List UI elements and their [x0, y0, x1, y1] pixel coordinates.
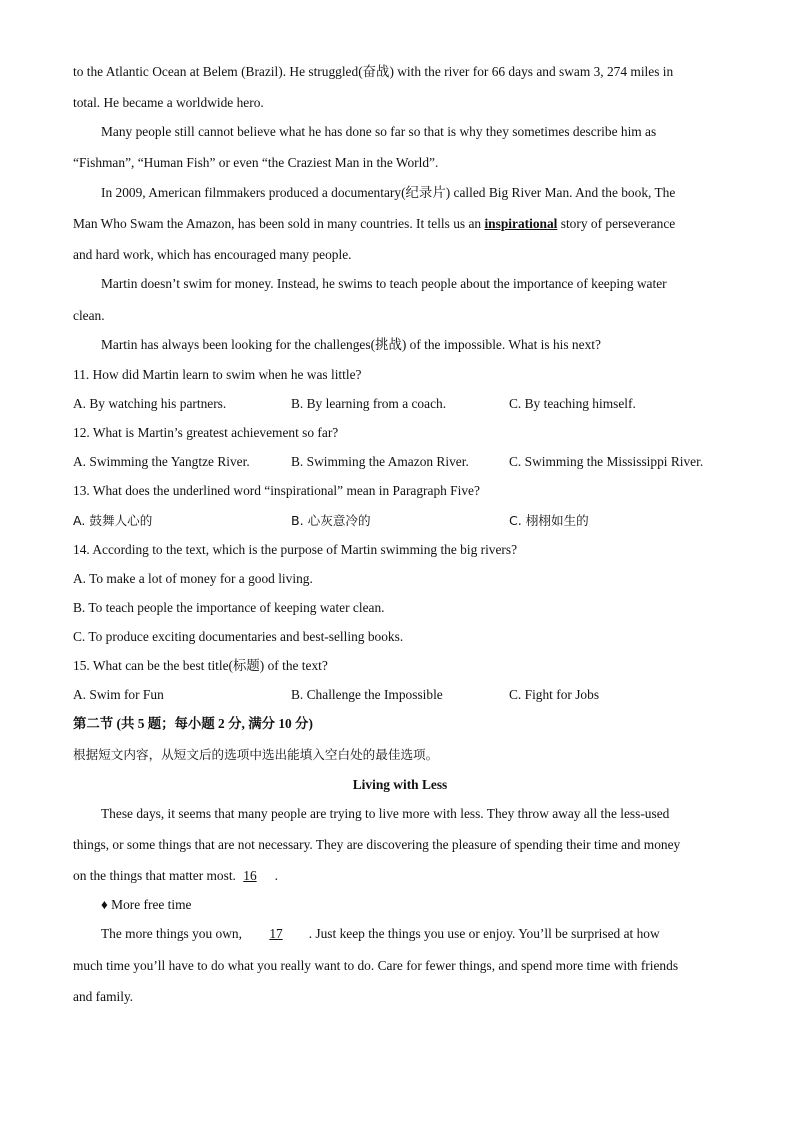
passage-line: Many people still cannot believe what he has done so far so that is why they sometimes describe him as: [101, 124, 657, 139]
passage-title: Living with Less: [352, 777, 448, 792]
q15-option-c[interactable]: C. Fight for Jobs: [509, 687, 600, 702]
question-12: 12. What is Martin’s greatest achievement so far?: [73, 425, 339, 440]
question-11: 11. How did Martin learn to swim when he was little?: [73, 367, 362, 382]
q15-option-a[interactable]: A. Swim for Fun: [73, 687, 164, 702]
passage-line: to the Atlantic Ocean at Belem (Brazil). He struggled(奋战) with the river for 66 days and swam 3, 274 miles in: [73, 64, 674, 79]
blank-16[interactable]: 16: [243, 868, 257, 883]
q12-option-c[interactable]: C. Swimming the Mississippi River.: [509, 454, 704, 469]
passage-line: In 2009, American filmmakers produced a documentary(纪录片) called Big River Man. And the book, The: [101, 185, 676, 200]
q12-option-b[interactable]: B. Swimming the Amazon River.: [291, 454, 469, 469]
question-14: 14. According to the text, which is the purpose of Martin swimming the big rivers?: [73, 542, 518, 557]
q14-option-b[interactable]: B. To teach people the importance of keeping water clean.: [73, 600, 385, 615]
passage-line: Martin doesn’t swim for money. Instead, he swims to teach people about the importance of keeping water: [101, 276, 667, 291]
passage-line: and hard work, which has encouraged many people.: [73, 247, 352, 262]
passage-line: [101, 925, 660, 943]
q11-option-a[interactable]: A. By watching his partners.: [73, 396, 227, 411]
q14-option-c[interactable]: C. To produce exciting documentaries and best-selling books.: [73, 629, 404, 644]
q11-option-c[interactable]: C. By teaching himself.: [509, 396, 636, 411]
passage-line: These days, it seems that many people are trying to live more with less. They throw away all the less-used: [101, 806, 670, 821]
q14-option-a[interactable]: A. To make a lot of money for a good living.: [73, 571, 313, 586]
passage-line: “Fishman”, “Human Fish” or even “the Craziest Man in the World”.: [73, 155, 439, 170]
text-run: . Just keep the things you use or enjoy. You’ll be surprised at how: [308, 926, 660, 941]
passage-line: [73, 867, 278, 885]
passage-line: and family.: [73, 989, 134, 1004]
subheading-bullet: ♦ More free time: [101, 897, 192, 912]
section-instruction: 根据短文内容，从短文后的选项中选出能填入空白处的最佳选项。: [73, 747, 439, 762]
blank-17[interactable]: 17: [269, 926, 283, 941]
question-15: 15. What can be the best title(标题) of the text?: [73, 658, 328, 673]
q13-option-c[interactable]: C. 栩栩如生的: [509, 513, 589, 528]
q11-option-b[interactable]: B. By learning from a coach.: [291, 396, 447, 411]
q12-option-a[interactable]: A. Swimming the Yangtze River.: [73, 454, 250, 469]
question-13: 13. What does the underlined word “inspirational” mean in Paragraph Five?: [73, 483, 480, 498]
q13-option-b[interactable]: B. 心灰意冷的: [291, 513, 371, 528]
underlined-word: inspirational: [484, 216, 558, 231]
passage-line: [73, 215, 675, 233]
passage-line: clean.: [73, 308, 105, 323]
q13-option-a[interactable]: A. 鼓舞人心的: [73, 513, 153, 528]
text-run: Man Who Swam the Amazon, has been sold in many countries. It tells us an: [73, 216, 485, 231]
text-run: story of perseverance: [557, 216, 676, 231]
section-heading: 第二节 (共 5 题；每小题 2 分, 满分 10 分): [73, 716, 313, 731]
text-run: .: [274, 868, 278, 883]
passage-line: things, or some things that are not necessary. They are discovering the pleasure of spending their time and money: [73, 837, 681, 852]
text-run: on the things that matter most.: [73, 868, 240, 883]
passage-line: Martin has always been looking for the challenges(挑战) of the impossible. What is his next?: [101, 337, 601, 352]
text-run: The more things you own,: [101, 926, 246, 941]
passage-line: total. He became a worldwide hero.: [73, 95, 264, 110]
q15-option-b[interactable]: B. Challenge the Impossible: [291, 687, 443, 702]
passage-line: much time you’ll have to do what you really want to do. Care for fewer things, and spend more time with friends: [73, 958, 679, 973]
